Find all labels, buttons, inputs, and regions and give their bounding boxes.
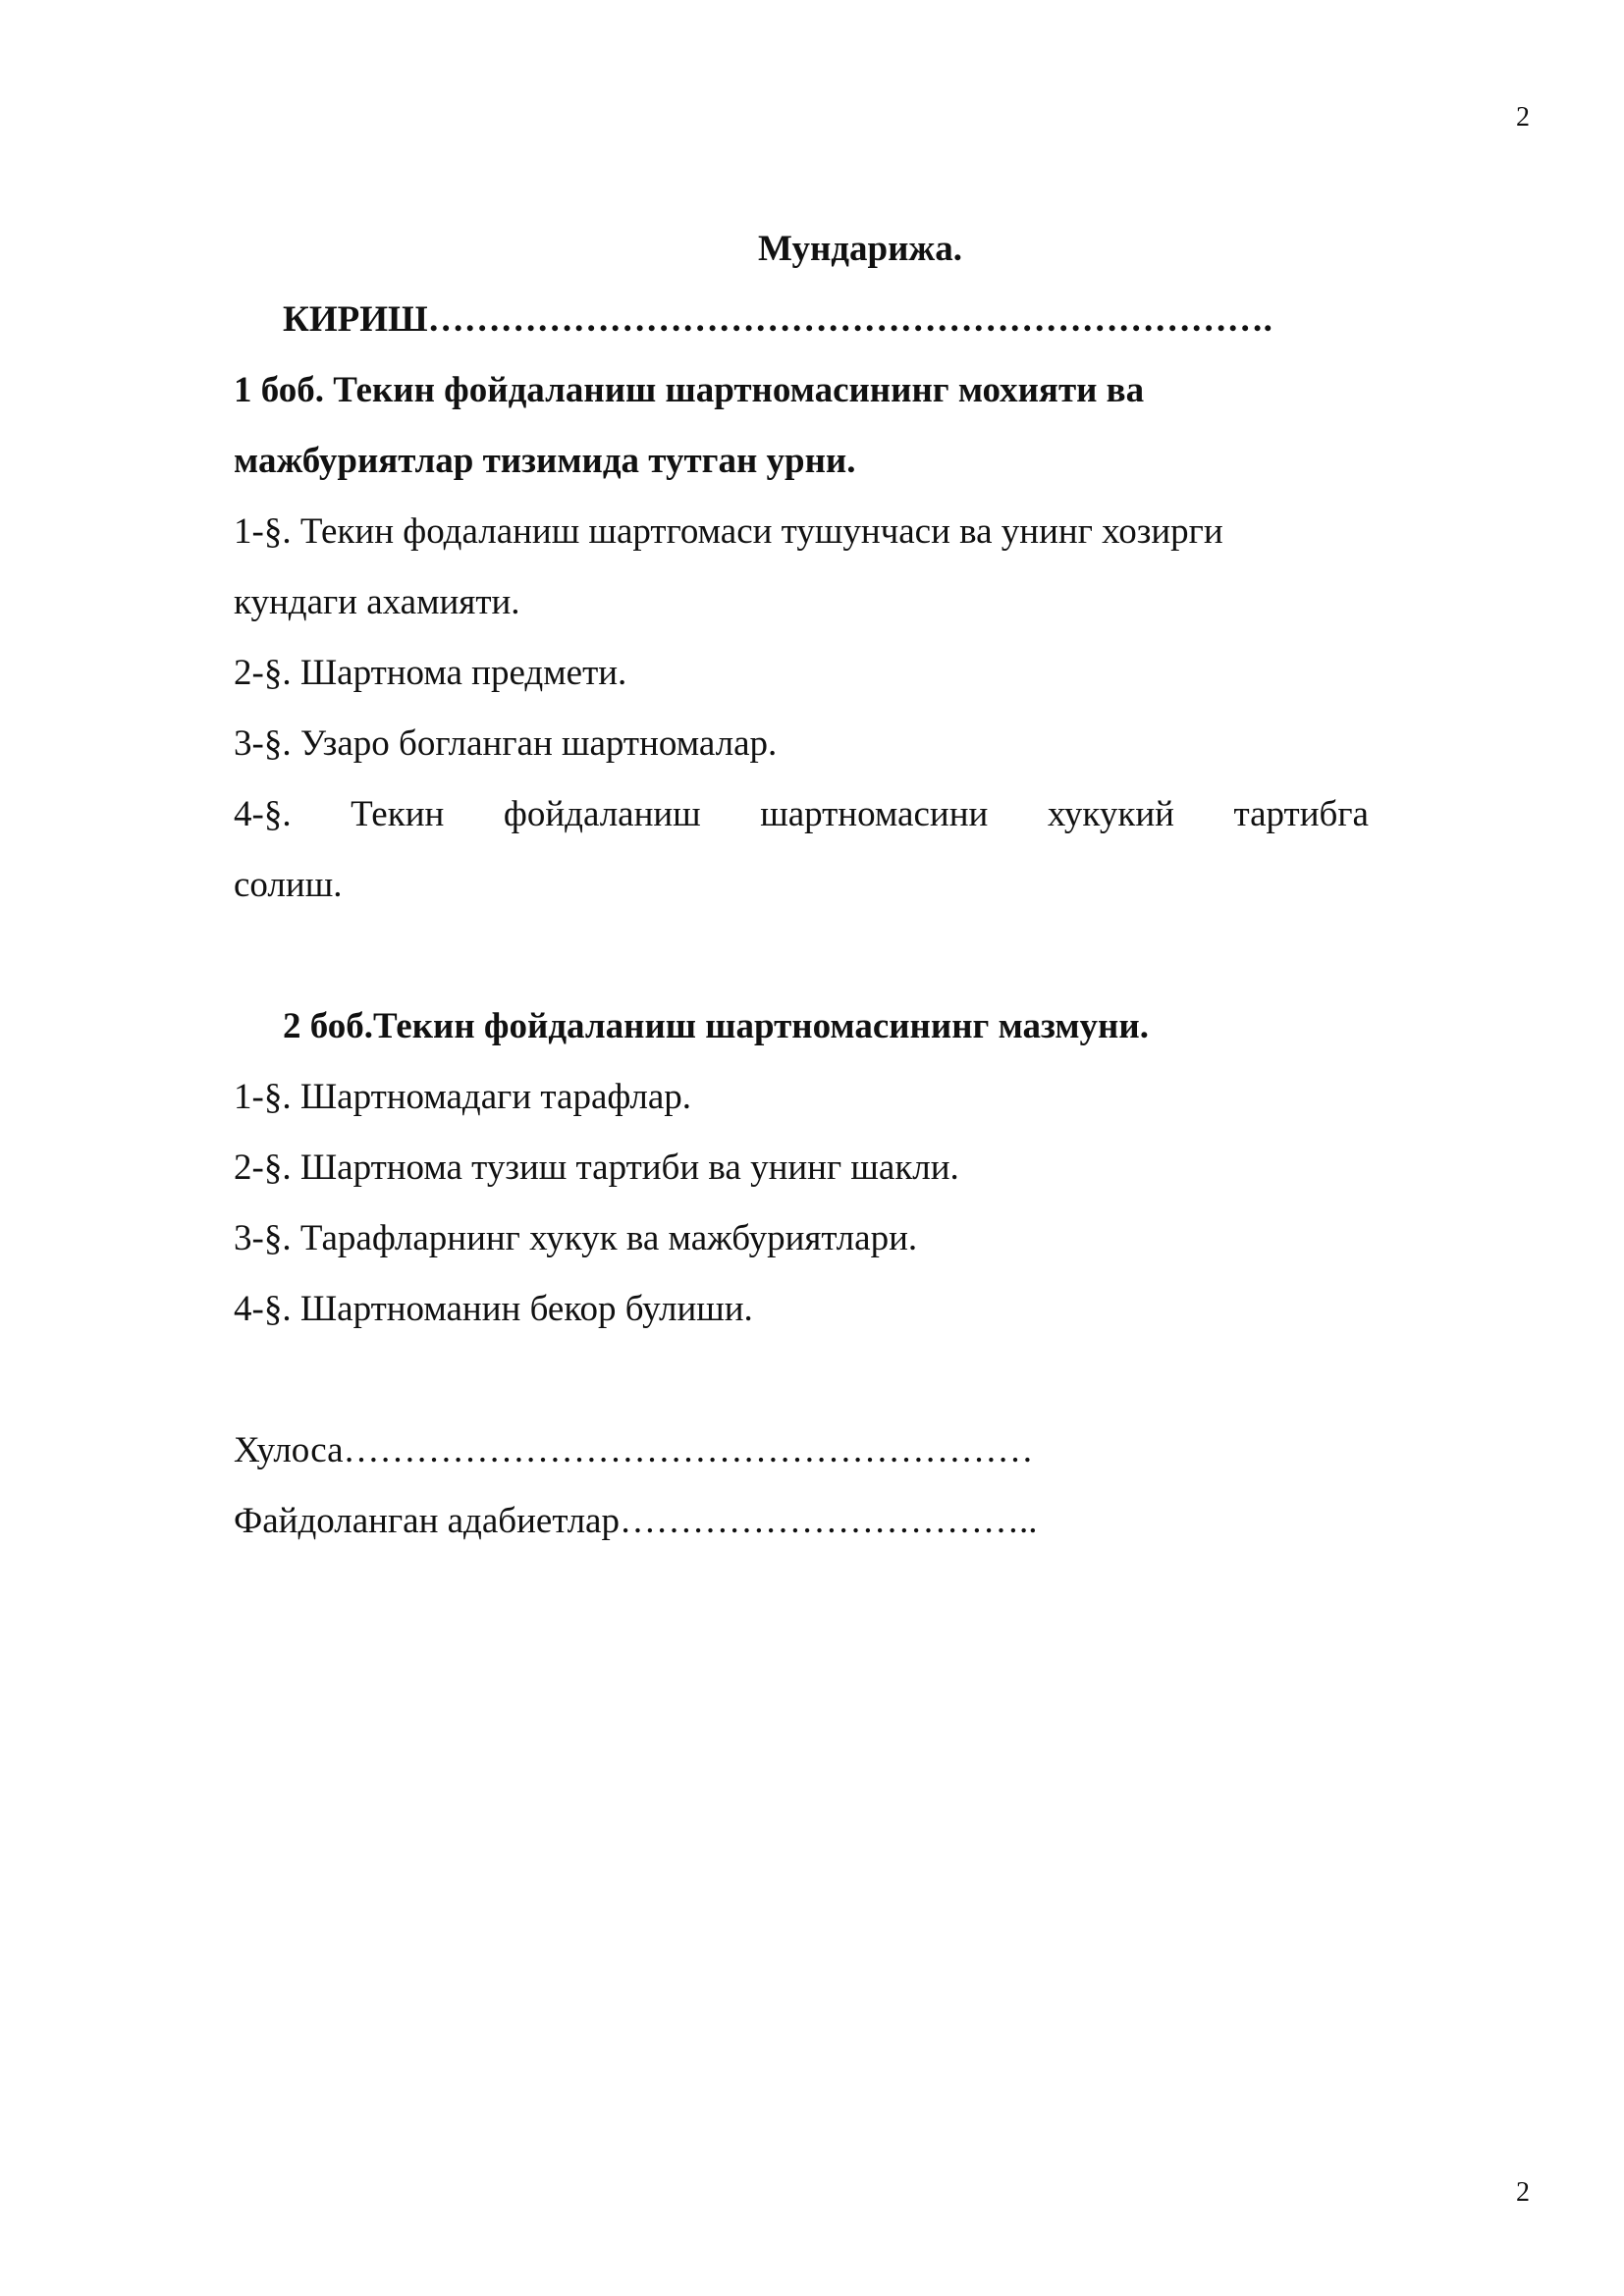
chapter1-item3: 3-§. Узаро богланган шартномалар. (234, 723, 778, 764)
chapter2-item4: 4-§. Шартноманин бекор булиши. (234, 1289, 753, 1329)
page-number-top: 2 (1516, 102, 1530, 133)
chapter1-item4-line2: солиш. (234, 865, 343, 905)
chapter2-title: 2 боб.Текин фойдаланиш шартномасининг мазмуни. (283, 1006, 1149, 1046)
chapter2-item1: 1-§. Шартномадаги тарафлар. (234, 1077, 692, 1117)
spacer (234, 921, 1369, 991)
spacer (234, 1345, 1369, 1415)
toc-intro: КИРИШ……………………………………………………………. (283, 299, 1272, 340)
chapter1-title-line1: 1 боб. Текин фойдаланиш шартномасининг мохияти ва (234, 370, 1145, 410)
chapter1-item4-word: шартномасини (760, 794, 989, 834)
chapter1-item4-word: Текин (351, 794, 445, 834)
toc-conclusion: Хулоса………………………………………………… (234, 1430, 1034, 1470)
chapter1-item4-word: тартибга (1233, 794, 1369, 834)
toc-references: Файдоланган адабиетлар…………………………….. (234, 1501, 1038, 1541)
toc-title: Мундарижа. (758, 229, 962, 269)
chapter2-item3: 3-§. Тарафларнинг хукук ва мажбуриятлари. (234, 1218, 918, 1258)
chapter1-item4-word: 4-§. (234, 794, 292, 834)
chapter1-item2: 2-§. Шартнома предмети. (234, 653, 627, 693)
chapter1-item4-word: фойдаланиш (503, 794, 701, 834)
chapter1-item1-line2: кундаги ахамияти. (234, 582, 520, 622)
chapter1-item4-word: хукукий (1047, 794, 1174, 834)
page-number-bottom: 2 (1516, 2177, 1530, 2208)
chapter1-item4-line1 (234, 779, 1369, 850)
chapter2-item2: 2-§. Шартнома тузиш тартиби ва унинг шакли. (234, 1148, 959, 1188)
chapter1-item1-line1: 1-§. Текин фодаланиш шартгомаси тушунчаси ва унинг хозирги (234, 511, 1223, 552)
table-of-contents (234, 214, 1369, 1557)
chapter1-title-line2: мажбуриятлар тизимида тутган урни. (234, 441, 856, 481)
